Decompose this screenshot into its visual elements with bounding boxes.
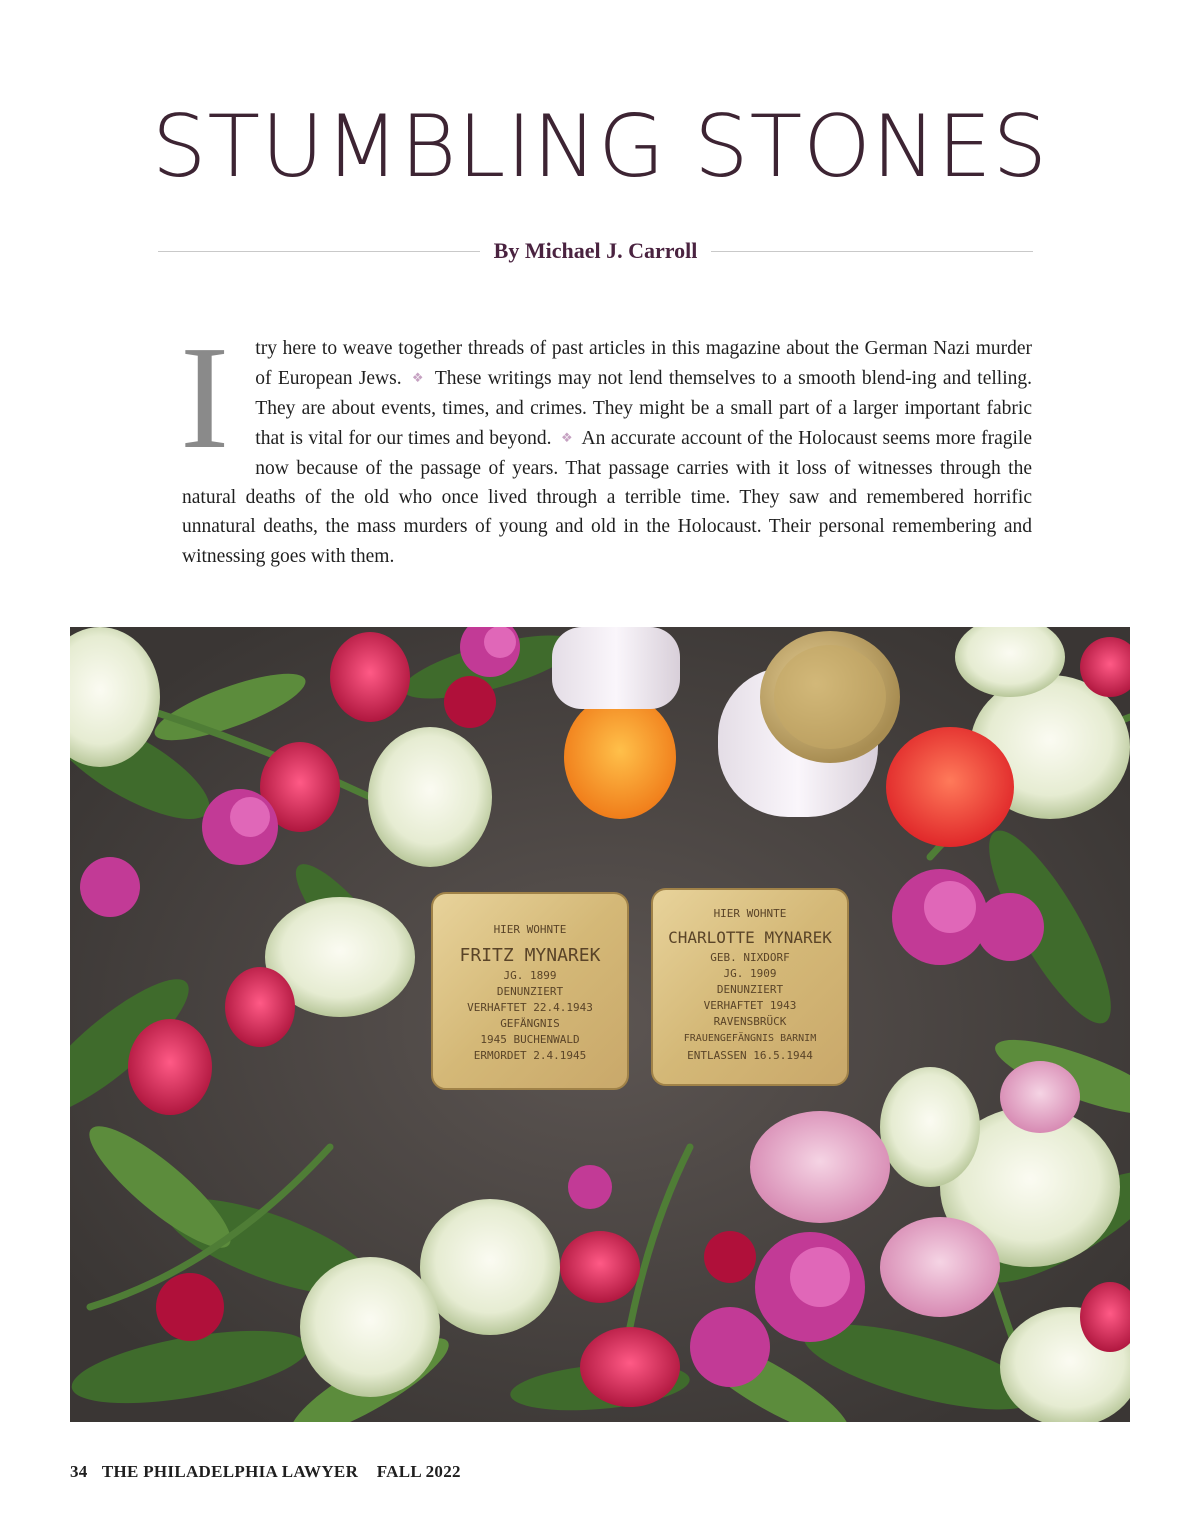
stone-left-line-4: DENUNZIERT bbox=[496, 985, 564, 998]
separator-icon: ❖ bbox=[560, 430, 574, 446]
publication-name: THE PHILADELPHIA LAWYER bbox=[101, 1462, 359, 1481]
stone-right-line-1: HIER WOHNTE bbox=[713, 907, 787, 920]
byline: By Michael J. Carroll bbox=[493, 238, 698, 263]
page-number: 34 bbox=[70, 1462, 88, 1481]
stone-right-line-4: JG. 1909 bbox=[723, 967, 777, 980]
stone-left-line-1: HIER WOHNTE bbox=[493, 923, 567, 936]
stone-left-line-7: 1945 BUCHENWALD bbox=[480, 1033, 580, 1046]
stone-right-line-3: GEB. NIXDORF bbox=[710, 951, 790, 964]
stone-right-line-9: ENTLASSEN 16.5.1944 bbox=[687, 1049, 813, 1062]
stone-left-line-8: ERMORDET 2.4.1945 bbox=[473, 1049, 587, 1062]
stone-right-line-6: VERHAFTET 1943 bbox=[703, 999, 797, 1012]
stone-right-line-2: CHARLOTTE MYNAREK bbox=[668, 928, 832, 947]
stone-left-line-3: JG. 1899 bbox=[503, 969, 557, 982]
intro-paragraph bbox=[180, 316, 1032, 571]
article-title: STUMBLING STONES bbox=[151, 97, 1049, 197]
separator-icon: ❖ bbox=[411, 370, 425, 386]
stone-left-line-5: VERHAFTET 22.4.1943 bbox=[467, 1001, 593, 1014]
stumbling-stones-photo bbox=[70, 627, 1130, 1422]
byline-rule-right bbox=[711, 251, 1033, 252]
byline-row bbox=[158, 236, 1033, 266]
page-footer bbox=[70, 1462, 461, 1482]
byline-rule-left bbox=[158, 251, 480, 252]
stone-left-line-6: GEFÄNGNIS bbox=[500, 1017, 560, 1030]
stone-right-line-8: FRAUENGEFÄNGNIS BARNIM bbox=[683, 1033, 817, 1044]
stone-right-line-5: DENUNZIERT bbox=[716, 983, 784, 996]
paragraph-segment-3: An accurate account of the Holocaust seems more fragile now because of the passage of years. That passage carries with it loss of witnesses through the natural deaths of the old who once lived through a terrible time. They saw and remembered horrific unnatural deaths, the mass murders of young and old in the Holocaust. Their personal remembering and witnessing goes with them. bbox=[182, 428, 1032, 567]
stone-right-line-7: RAVENSBRÜCK bbox=[713, 1015, 787, 1028]
paragraph-segment-1: try here to weave together threads of past articles in this magazine about the German Nazi murder of European Jews. bbox=[255, 338, 1032, 390]
paragraph-segment-2: These writings may not lend themselves to a smooth blend-ing and telling. They are about events, times, and crimes. They might be a small part of a larger important fabric that is vital for our times and beyond. bbox=[255, 368, 1032, 450]
issue-date: FALL 2022 bbox=[376, 1462, 461, 1481]
stone-left-line-2: FRITZ MYNAREK bbox=[459, 945, 601, 966]
drop-cap: I bbox=[180, 316, 230, 480]
